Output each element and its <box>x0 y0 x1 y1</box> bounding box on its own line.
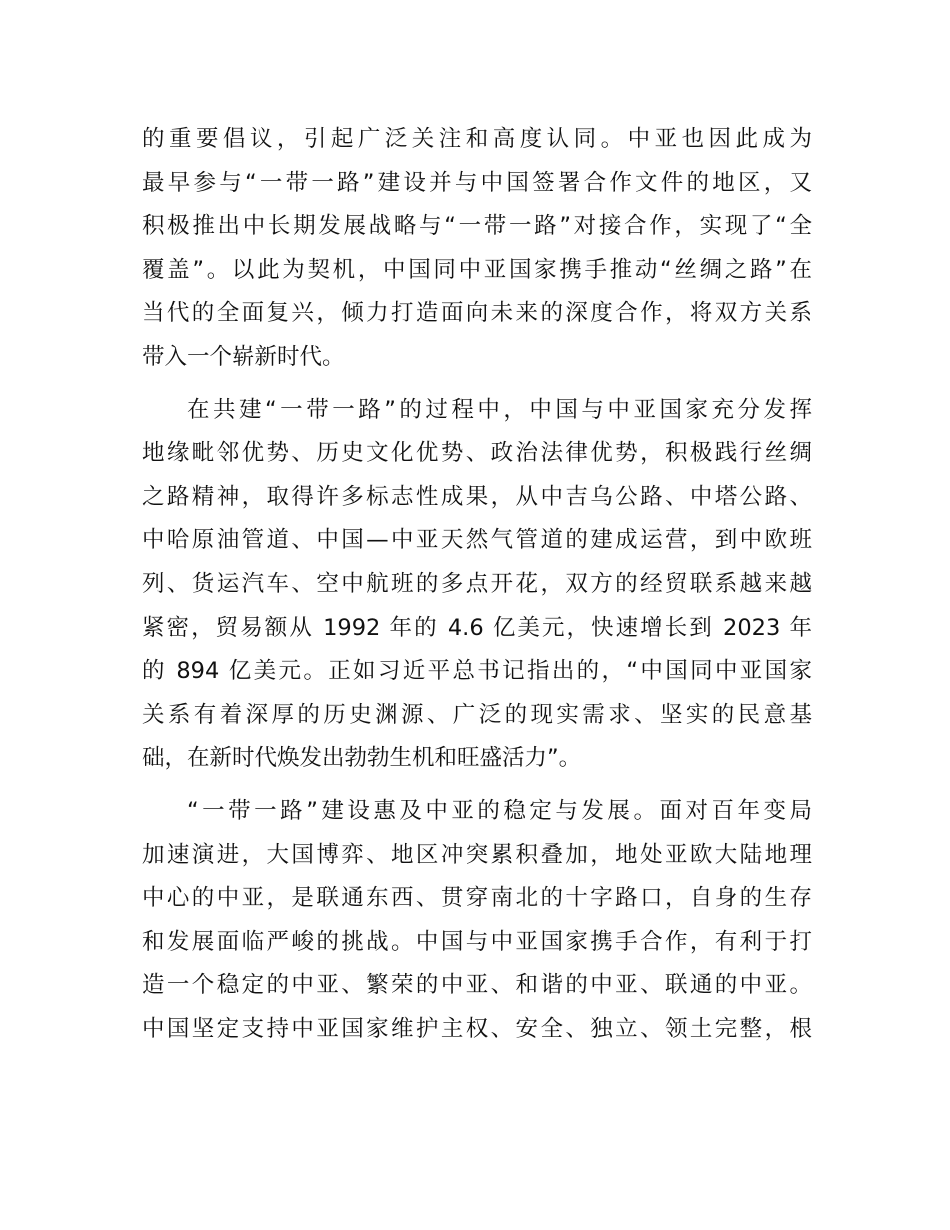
text-line: 础，在新时代焕发出勃勃生机和旺盛活力”。 <box>142 745 582 772</box>
text-line: 和发展面临严峻的挑战。中国与中亚国家携手合作，有利于打 <box>142 928 812 955</box>
text-line: 的重要倡议，引起广泛关注和高度认同。中亚也因此成为 <box>142 126 812 152</box>
text-line: 加速演进，大国博弈、地区冲突累积叠加，地处亚欧大陆地理 <box>142 841 812 868</box>
text-line: 的 894 亿美元。正如习近平总书记指出的，“中国同中亚国家 <box>142 658 812 685</box>
text-line: 造一个稳定的中亚、繁荣的中亚、和谐的中亚、联通的中亚。 <box>142 972 812 999</box>
paragraph-2 <box>142 389 812 781</box>
text-line: 积极推出中长期发展战略与“一带一路”对接合作，实现了“全 <box>142 213 812 240</box>
text-line: 在共建“一带一路”的过程中，中国与中亚国家充分发挥 <box>187 396 812 423</box>
text-line: 中国坚定支持中亚国家维护主权、安全、独立、领土完整，根 <box>142 1015 812 1042</box>
text-line: 最早参与“一带一路”建设并与中国签署合作文件的地区，又 <box>142 169 812 196</box>
text-line: 之路精神，取得许多标志性成果，从中吉乌公路、中塔公路、 <box>142 483 812 510</box>
text-line: 列、货运汽车、空中航班的多点开花，双方的经贸联系越来越 <box>142 570 812 597</box>
text-line: 紧密，贸易额从 1992 年的 4.6 亿美元，快速增长到 2023 年 <box>142 614 812 641</box>
paragraph-1 <box>142 118 812 380</box>
text-line: 中哈原油管道、中国—中亚天然气管道的建成运营，到中欧班 <box>142 527 812 554</box>
text-line: 中心的中亚，是联通东西、贯穿南北的十字路口，自身的生存 <box>142 885 812 912</box>
text-line: 关系有着深厚的历史渊源、广泛的现实需求、坚实的民意基 <box>142 701 812 728</box>
body-text <box>142 118 812 1060</box>
text-line: 当代的全面复兴，倾力打造面向未来的深度合作，将双方关系 <box>142 300 812 327</box>
text-line: 覆盖”。以此为契机，中国同中亚国家携手推动“丝绸之路”在 <box>142 256 812 283</box>
text-line: “一带一路”建设惠及中亚的稳定与发展。面对百年变局 <box>187 797 812 824</box>
text-line: 带入一个崭新时代。 <box>142 343 345 370</box>
text-line: 地缘毗邻优势、历史文化优势、政治法律优势，积极践行丝绸 <box>142 440 812 467</box>
paragraph-3 <box>142 790 812 1052</box>
